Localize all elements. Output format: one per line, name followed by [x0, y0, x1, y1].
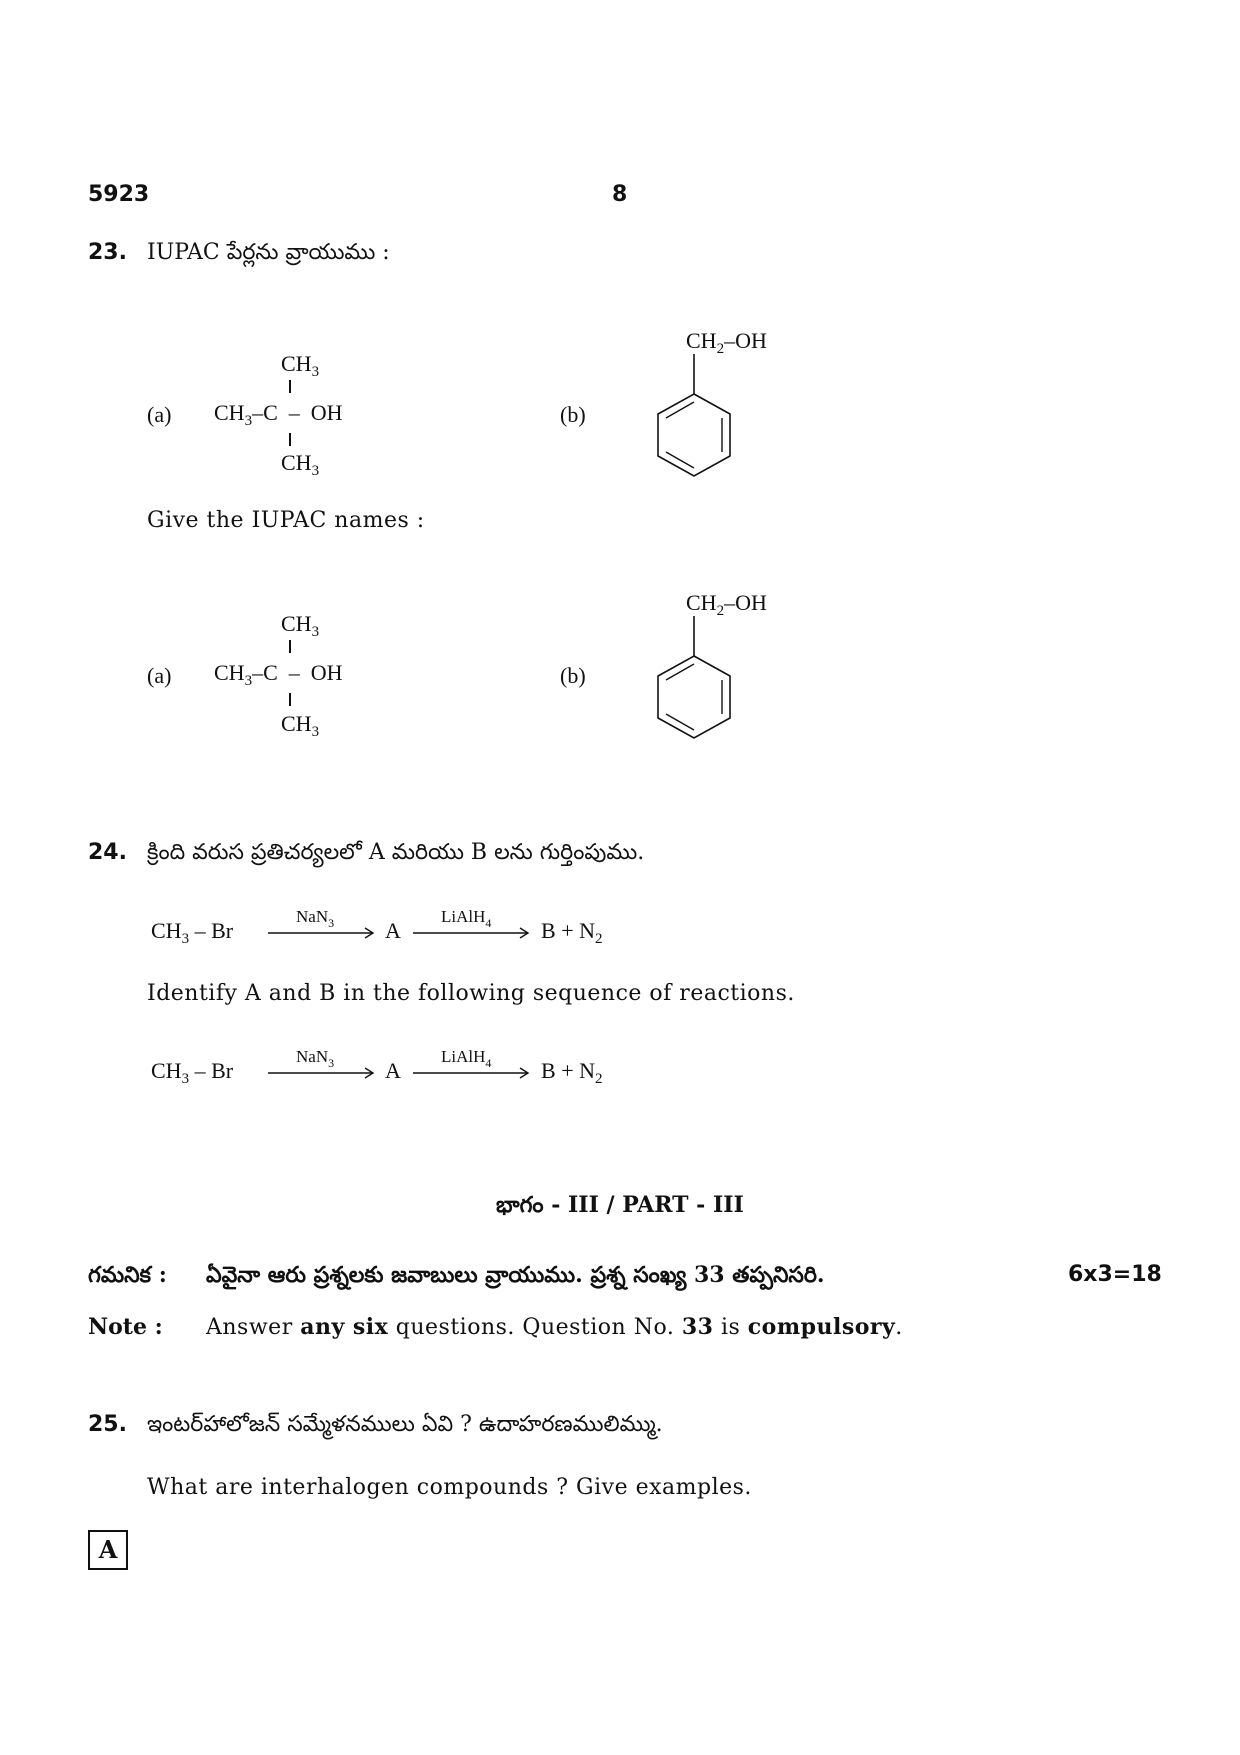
q24-telugu-prompt: క్రింది వరుస ప్రతిచర్యలలో A మరియు B లను గుర్తింపుము. — [147, 840, 645, 865]
bond-line — [289, 640, 291, 653]
reaction-arrow-icon — [268, 926, 378, 940]
part-a-label: (a) — [147, 663, 172, 688]
reactant: $CH_3$ – Br — [151, 1058, 234, 1087]
reagent-lialh4: LiAlH$_4$ — [441, 907, 492, 930]
intermediate-a: A — [385, 1058, 401, 1083]
q25-english-prompt: What are interhalogen compounds ? Give examples. — [147, 1475, 752, 1500]
bond-line — [289, 693, 291, 706]
structure-b-group: $CH_2-OH$ — [686, 590, 767, 619]
page-number: 8 — [612, 182, 628, 207]
booklet-series-box: A — [88, 1530, 128, 1570]
structure-a-top-group: $CH_3$ — [281, 351, 320, 380]
products: $B + N_2$ — [541, 918, 603, 947]
reaction-arrow-icon — [413, 926, 533, 940]
telugu-note-label: గమనిక : — [88, 1262, 167, 1288]
structure-a-main: $CH_3-C$ – OH — [214, 400, 343, 429]
paper-code: 5923 — [88, 182, 150, 207]
note-text: Answer any six questions. Question No. 33 is compulsory. — [206, 1314, 903, 1340]
reagent-nan3: NaN$_3$ — [296, 907, 335, 930]
q25-telugu-prompt: ఇంటర్‌హాలోజన్ సమ్మేళనములు ఏవి ? ఉదాహరణములిమ్ము. — [147, 1412, 663, 1437]
q24-english-prompt: Identify A and B in the following sequence of reactions. — [147, 981, 795, 1006]
part-a-label: (a) — [147, 402, 172, 427]
part-b-label: (b) — [560, 663, 586, 688]
question-number-25: 25. — [88, 1412, 127, 1437]
reagent-nan3: NaN$_3$ — [296, 1047, 335, 1070]
question-number-23: 23. — [88, 240, 127, 265]
structure-a-bottom-group: $CH_3$ — [281, 450, 320, 479]
structure-a-bottom-group: $CH_3$ — [281, 711, 320, 740]
marks-allocation: 6x3=18 — [1068, 1262, 1162, 1287]
reactant: $CH_3$ – Br — [151, 918, 234, 947]
bond-line — [289, 380, 291, 393]
structure-a-main: $CH_3-C$ – OH — [214, 660, 343, 689]
section-heading: భాగం - III / PART - III — [496, 1192, 744, 1218]
part-b-label: (b) — [560, 402, 586, 427]
reaction-arrow-icon — [268, 1066, 378, 1080]
products: $B + N_2$ — [541, 1058, 603, 1087]
note-label: Note : — [88, 1314, 163, 1340]
reagent-lialh4: LiAlH$_4$ — [441, 1047, 492, 1070]
reaction-arrow-icon — [413, 1066, 533, 1080]
intermediate-a: A — [385, 918, 401, 943]
structure-a-top-group: $CH_3$ — [281, 611, 320, 640]
question-number-24: 24. — [88, 840, 127, 865]
benzene-ring-icon — [650, 352, 740, 482]
q23-telugu-prompt: IUPAC పేర్లను వ్రాయుము : — [147, 240, 390, 265]
telugu-note-text: ఏవైనా ఆరు ప్రశ్నలకు జవాబులు వ్రాయుము. ప్రశ్న సంఖ్య 33 తప్పనిసరి. — [206, 1262, 825, 1288]
structure-b-group: $CH_2-OH$ — [686, 328, 767, 357]
bond-line — [289, 433, 291, 446]
benzene-ring-icon — [650, 614, 740, 744]
q23-english-prompt: Give the IUPAC names : — [147, 508, 425, 533]
